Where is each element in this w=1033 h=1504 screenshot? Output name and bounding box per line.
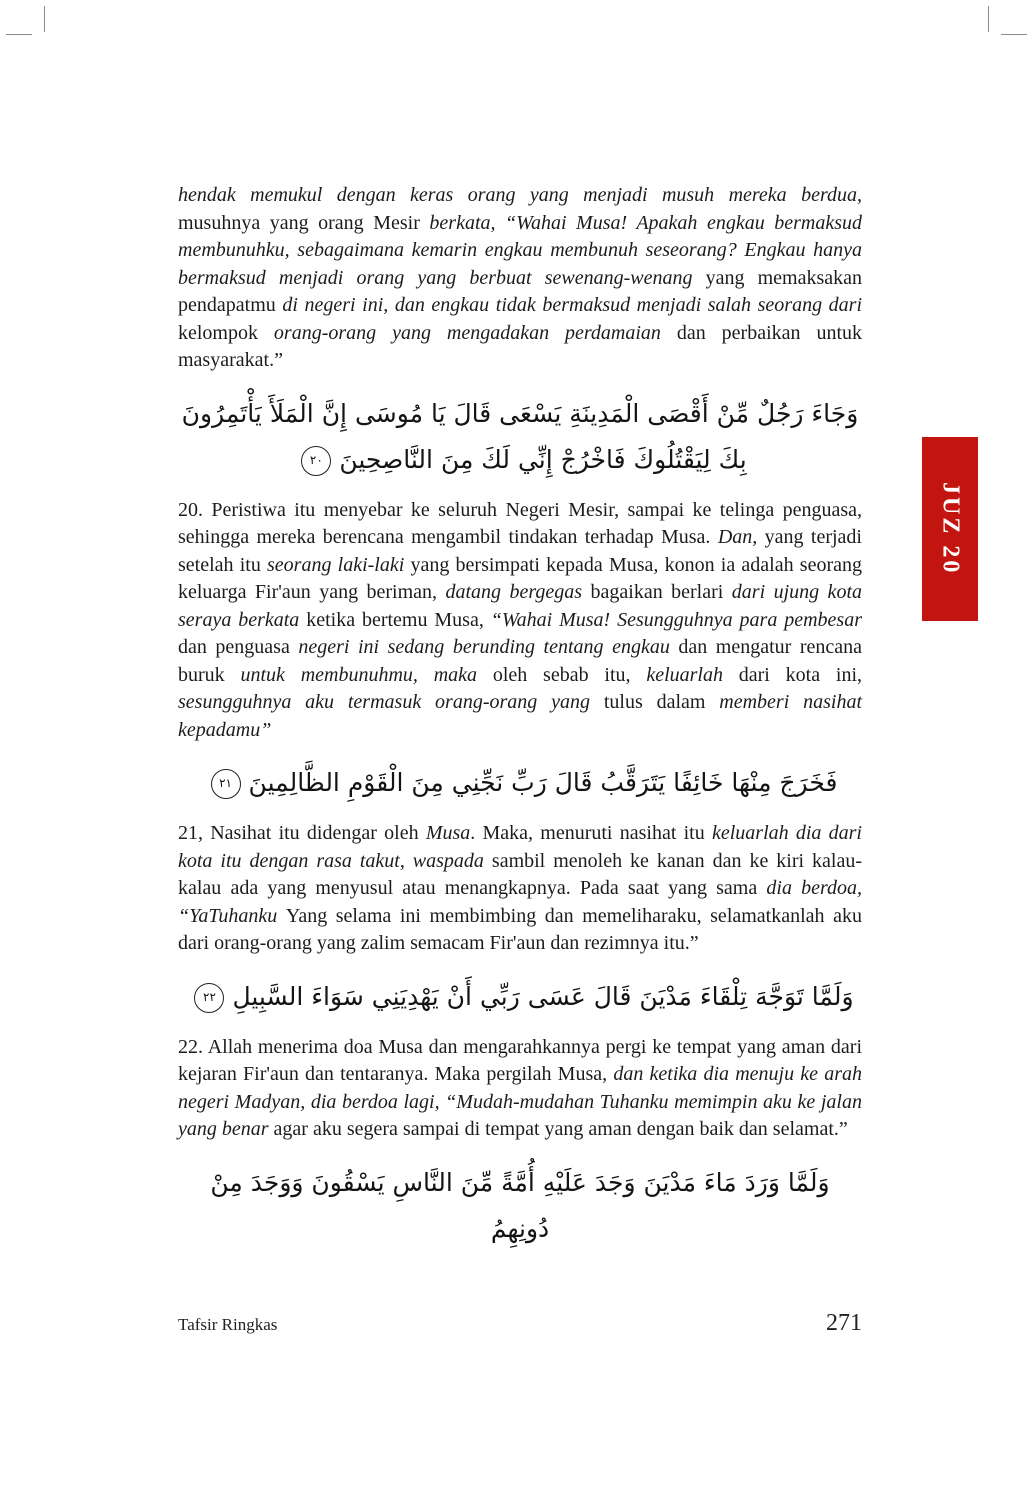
paragraph: hendak memukul dengan keras orang yang menjadi musuh mereka berdua, musuhnya yang orang Mesir berkata, “Wahai Musa! Apakah engkau bermaksud membunuhku, sebagaimana kemarin engkau membunuh seseorang? Engkau hanya bermaksud menjadi orang yang berbuat sewenang-wenang yang memaksakan pendapatmu di negeri ini, dan engkau tidak bermaksud menjadi salah seorang dari kelompok orang-orang yang mengadakan perdamaian dan perbaikan untuk masyarakat.” <box>178 184 863 371</box>
paragraph: 21, Nasihat itu didengar oleh Musa. Maka, menuruti nasihat itu keluarlah dia dari kota itu dengan rasa takut, waspada sambil menoleh ke kanan dan ke kiri kalau-kalau ada yang menyusul atau menangkapnya. Pada saat yang sama dia berdoa, “YaTuhanku Yang selama ini membimbing dan memeliharaku, selamatkanlah aku dari orang-orang yang zalim semacam Fir'aun dan rezimnya itu.” <box>178 822 863 954</box>
juz-tab <box>922 437 978 621</box>
arabic-verse <box>178 760 862 806</box>
crop-mark-top-right-vertical <box>988 6 989 32</box>
paragraph: 22. Allah menerima doa Musa dan mengarahkannya pergi ke tempat yang aman dari kejaran Fir'aun dan tentaranya. Maka pergilah Musa, dan ketika dia menuju ke arah negeri Madyan, dia berdoa lagi, “Mudah-mudahan Tuhanku memimpin aku ke jalan yang benar agar aku segera sampai di tempat yang aman dengan baik dan selamat.” <box>178 1035 862 1140</box>
arabic-verse-text: وَلَمَّا وَرَدَ مَاءَ مَدْيَنَ وَجَدَ عَلَيْهِ أُمَّةً مِّنَ النَّاسِ يَسْقُونَ وَوَجَدَ مِنْ دُونِهِمُ <box>210 1167 830 1243</box>
paragraph: 20. Peristiwa itu menyebar ke seluruh Negeri Mesir, sampai ke telinga penguasa, sehingga mereka berencana mengambil tindakan terhadap Musa. Dan, yang terjadi setelah itu seorang laki-laki yang bersimpati kepada Musa, konon ia adalah seorang keluarga Fir'aun yang beriman, datang bergegas bagaikan berlari dari ujung kota seraya berkata ketika bertemu Musa, “Wahai Musa! Sesungguhnya para pembesar dan penguasa negeri ini sedang berunding tentang engkau dan mengatur rencana buruk untuk membunuhmu, maka oleh sebab itu, keluarlah dari kota ini, sesungguhnya aku termasuk orang-orang yang tulus dalam memberi nasihat kepadamu” <box>178 498 863 741</box>
arabic-verse-text: وَلَمَّا تَوَجَّهَ تِلْقَاءَ مَدْيَنَ قَالَ عَسَى رَبِّي أَنْ يَهْدِيَنِي سَوَاءَ السَّبِيلِ <box>232 981 854 1011</box>
footer-book-title: Tafsir Ringkas <box>178 1315 278 1334</box>
arabic-verse <box>178 974 862 1020</box>
crop-mark-top-right-horizontal <box>1001 34 1027 35</box>
ayah-number-marker: ٢١ <box>211 769 241 799</box>
arabic-verse <box>178 1160 862 1252</box>
page-footer <box>178 1310 862 1337</box>
juz-tab-label: JUZ 20 <box>937 482 964 576</box>
page-number: 271 <box>826 1310 862 1336</box>
arabic-verse-text: فَخَرَجَ مِنْهَا خَائِفًا يَتَرَقَّبُ قَالَ رَبِّ نَجِّنِي مِنَ الْقَوْمِ الظَّالِمِينَ <box>248 768 838 797</box>
ayah-number-marker: ٢٠ <box>301 446 331 476</box>
crop-mark-top-left-vertical <box>44 6 45 32</box>
arabic-verse-text: وَجَاءَ رَجُلٌ مِّنْ أَقْصَى الْمَدِينَةِ يَسْعَى قَالَ يَا مُوسَى إِنَّ الْمَلَأَ يَأْتَمِرُونَ بِكَ لِيَقْتُلُوكَ فَاخْرُجْ إِنِّي لَكَ مِنَ النَّاصِحِينَ <box>181 398 859 474</box>
ayah-number-marker: ٢٢ <box>194 983 224 1013</box>
crop-mark-top-left-horizontal <box>6 34 32 35</box>
content-area <box>178 182 862 1266</box>
arabic-verse <box>178 391 862 483</box>
